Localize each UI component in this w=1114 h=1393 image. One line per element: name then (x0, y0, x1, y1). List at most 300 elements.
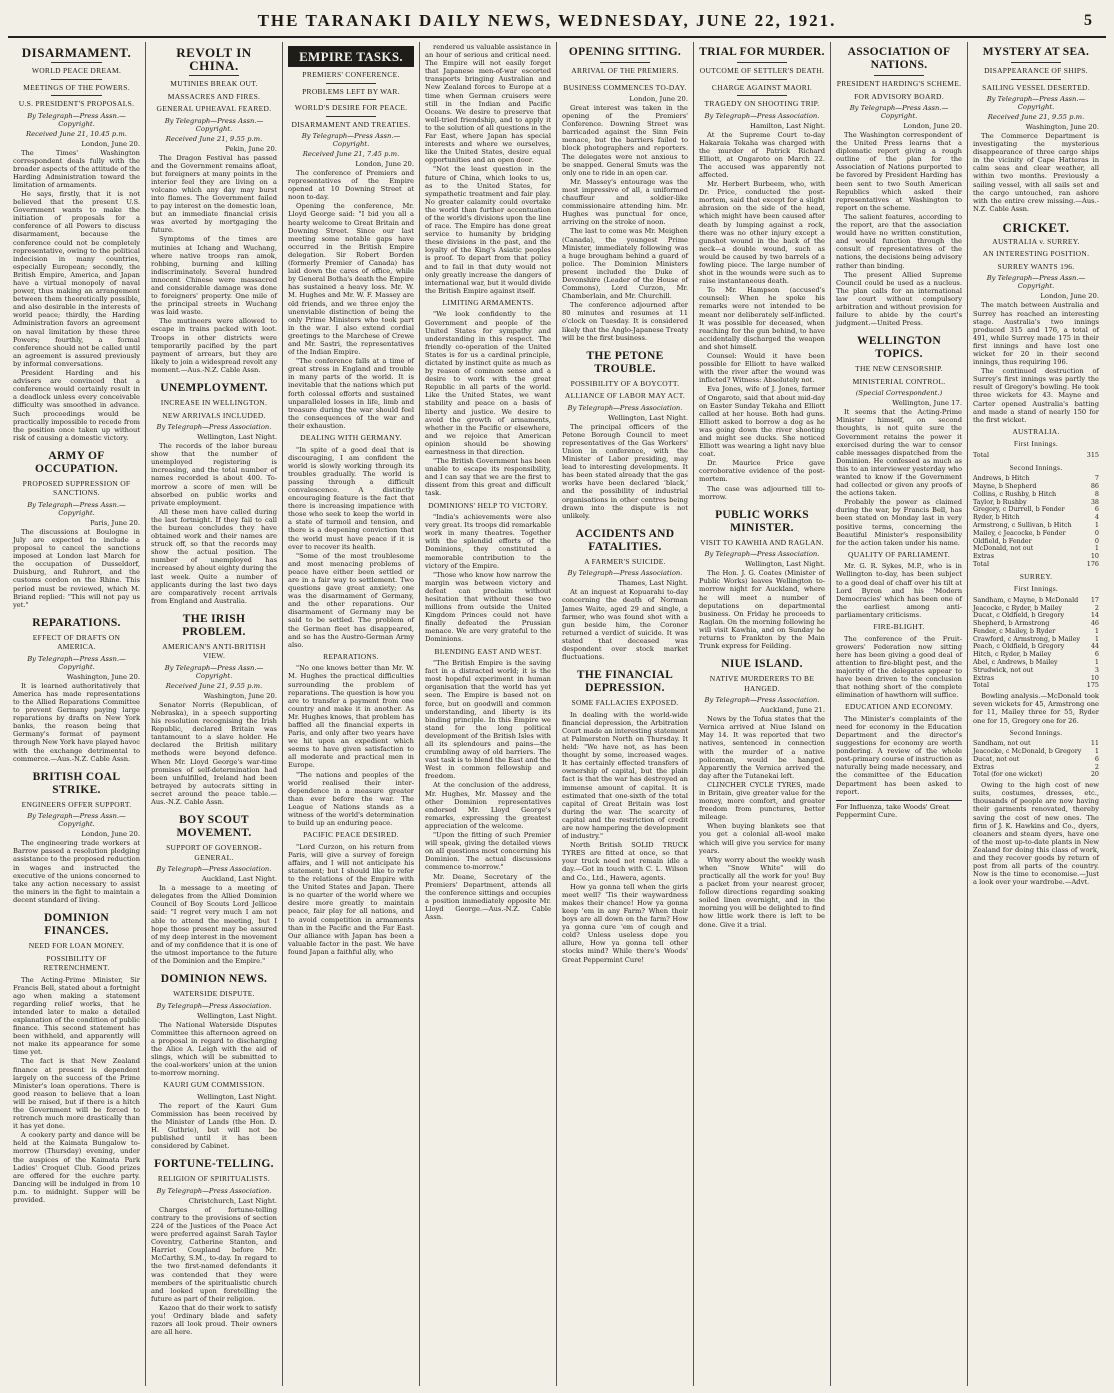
paragraph: The match between Australia and Surrey has reached an interesting stage. Australia's two innings produced 315 and 176, a total of 491, while Surrey made 175 in their first innings and have lost one wicket for 20 in their second innings, thus requiring 196. (973, 301, 1099, 367)
byline: By Telegraph—Press Assn.—Copyright. (986, 274, 1086, 291)
paragraph: "The British Empire is the saving fact in a distracted world; it is the most hopeful experiment in human organisation that the world has yet seen. The Empire is based not on force, but on goodwill and common understanding, and liberty is its binding principle. In this Empire we stand for the long political development of the British Isles with all its splendours and pains—the crumbling away of old barriers. The vast task is to blend the East and the West in common fellowship and freedom. (425, 659, 551, 781)
batsman: Gregory, c Durrell, b Fender (973, 505, 1065, 514)
paragraph: rendered us valuable assistance in an hour of serious and critical need. The Empire will not easily forget that Japanese men-of-war escorted transports bringing Australian and New Zealand forces to Europe at a time when German cruisers were still in the Indian and Pacific Oceans. We desire to preserve that well-tried friendship, and to apply it to the solution of all questions in the Far East, where Japan has special interests and where we ourselves, like the United States, desire equal opportunities and an open door. (425, 43, 551, 165)
batsman: Hitch, c Ryder, b Mailey (973, 650, 1052, 659)
story-wellington-topics (836, 335, 962, 818)
subhead: PROPOSED SUPPRESSION OF SANCTIONS. (22, 478, 131, 498)
runs: 6 (1094, 650, 1099, 659)
column-2 (145, 42, 282, 1386)
byline: By Telegraph—Press Association. (704, 111, 820, 120)
runs: 14 (1090, 611, 1099, 620)
subhead: FIRE-BLIGHT. (873, 622, 925, 631)
subhead: MEETINGS OF THE POWERS. (23, 82, 130, 92)
subhead: MINISTERIAL CONTROL. (852, 376, 946, 386)
byline: By Telegraph—Press Assn.—Copyright. (301, 132, 401, 148)
subhead: BUSINESS COMMENCES TO-DAY. (563, 82, 687, 92)
subhead: QUALITY OF PARLIAMENT. (848, 549, 950, 559)
subhead: NEW ARRIVALS INCLUDED. (162, 410, 266, 420)
subhead: PRESIDENT HARDING'S SCHEME. (836, 79, 962, 88)
masthead-title: THE TARANAKI DAILY NEWS, WEDNESDAY, JUNE 22, 1921. (257, 11, 837, 30)
story-boy-scouts (151, 814, 277, 965)
scorecard-subheading: First Innings. (1013, 584, 1059, 594)
divider (326, 83, 376, 84)
paragraph: The Times' Washington correspondent deals fully with the broader aspects of the attitude of the Harding Administration toward the limitation of armaments. (13, 148, 140, 189)
subhead: EFFECT OF DRAFTS ON AMERICA. (32, 632, 121, 652)
paragraph: "The British Government has been unable to escape its responsibility, and I can say that we are the first to dissent from this great and difficult task. (425, 457, 551, 498)
byline: By Telegraph—Press Assn.—Copyright. (27, 812, 126, 829)
byline: By Telegraph—Press Assn.—Copyright. (27, 500, 126, 517)
total-row (973, 771, 1099, 779)
story-unemployment (151, 382, 277, 605)
byline: By Telegraph—Press Assn.—Copyright. (164, 116, 264, 133)
paragraph: Charges of fortune-telling contrary to the provisions of section 224 of the Justices of the Peace Act were preferred against Sarah Taylor Coventry, Catherine Stanton, and Harriet Coupland before Mr. McCarthy, S.M., to-day. In regard to the two first-named defendants it was contended that they were members of the spiritualistic church and looked upon foretelling the future as part of their religion. (151, 1205, 277, 1303)
paragraph: Senator Norris (Republican, of Nebraska), in a speech supporting his resolution recognising the Irish Republic, declared Britain was tantamount to a slave holder. He declared the British military methods were beyond defence. When Mr. Lloyd George's war-time promises of self-determination had been unfulfilled, Ireland had been betrayed by autocrats sitting in secret around the peace table.—Aus.-N.Z. Cable Assn. (151, 700, 277, 807)
batsman: Strudwick, not out (973, 665, 1034, 674)
headline: DISARMAMENT. (21, 45, 132, 60)
subhead: ALLIANCE OF LABOR MAY ACT. (564, 391, 686, 401)
paragraph: The Acting-Prime Minister, Sir Francis Bell, stated about a fortnight ago when making a statement regarding relief works, that he intended later to make a detailed explanation of the condition of public finance. This second statement has been withheld, and apparently will not make its appearance for some time yet. (13, 975, 140, 1057)
paragraph: "In spite of a good deal that is discouraging, I am confident the world is slowly working through its troubles gradually. The world is passing through a difficult convalescence. A distinctly encouraging feature is the fact that there is increasing impatience with those who seek to keep the world in a state of turmoil and tension, and there is a deepening conviction that the world must have peace if it is ever to recover its health. (288, 445, 414, 551)
byline: By Telegraph—Press Association. (156, 865, 272, 874)
paragraph: "India's achievements were also very great. Its troops did remarkable work in many theatres. Together with the splendid efforts of the Dominions, they constituted a memorable contribution to the victory of the Empire. (425, 513, 551, 570)
story-petone-trouble (562, 350, 688, 520)
divider (1011, 62, 1061, 63)
batsman: Sandham, not out (973, 739, 1031, 748)
story-revolt-in-china (151, 46, 277, 374)
runs: 2 (1094, 603, 1099, 612)
subhead: ARRIVAL OF THE PREMIERS. (571, 66, 679, 75)
paragraph: The records of the labor bureau show that the number of unemployed registering is increasing, and the total number of names recorded is about 400. To-morrow a score of men will be absorbed on public works and private employment. (151, 442, 277, 507)
scorecard-subheading: Second Innings. (1009, 462, 1063, 472)
byline: By Telegraph—Press Association. (156, 1001, 272, 1010)
subhead: WORLD PEACE DREAM. (31, 66, 122, 75)
total-label: Total (973, 559, 990, 568)
batsman: Extras (973, 762, 994, 771)
batsman: Abel, c Andrews, b Mailey (973, 658, 1058, 667)
batsman: Sandham, c Mayne, b McDonald (973, 595, 1079, 604)
divider (600, 62, 650, 63)
headline: WELLINGTON TOPICS. (857, 335, 941, 361)
dateline: Wellington, Last Night. (197, 1011, 277, 1020)
story-empire-tasks (288, 46, 414, 956)
batsman: Mailey, c Jeacocke, b Fender (973, 528, 1066, 537)
subhead: SUPPORT OF GOVERNOR-GENERAL. (166, 843, 262, 862)
paragraph: "Not the least question in the future of China, which looks to us, as to the United States, for sympathetic treatment and fair play. No greater calamity could overtake the world than further accentuation of the world's divisions upon the line of race. The Empire has done great service to humanity by bridging these divisions in the past, and the loyalty of the King's Asiatic peoples is proof. To depart from that policy and to fail in that duty would not only greatly increase the dangers of international war, but it would divide the British Empire against itself. (425, 165, 551, 295)
masthead (8, 6, 1106, 38)
paragraph: At the conclusion of the address, Mr. Hughes, Mr. Massey and the other Dominion representatives endorsed Mr. Lloyd George's remarks, expressing the greatest appreciation of the welcome. (425, 781, 551, 830)
dateline: Wellington, June 17. (892, 399, 962, 408)
runs: 0 (1094, 536, 1099, 545)
batsman: Jeacocke, c McDonald, b Gregory (973, 746, 1082, 755)
received-line: Received June 21, 7.45 p.m. (302, 150, 400, 158)
batsman: Taylor, b Rushby (973, 497, 1027, 506)
subhead: DEALING WITH GERMANY. (300, 433, 402, 442)
paragraph: "We look confidently to the Government and people of the United States for sympathy and understanding in this respect. The friendly co-operation of the United States is for us a cardinal principle, dictated by instinct quite as much as by reason of common sense and a desire to work with the great Republic in all parts of the world. Like the United States, we want stability and peace on a basis of liberty and justice. We desire to avoid the growth of armaments, whether in the Pacific or elsewhere, and we rejoice that American opinion should be showing earnestness in that direction. (425, 310, 551, 456)
story-trial-for-murder (699, 46, 825, 501)
paragraph: A cookery party and dance will be held at the Kaimata Bungalow to-morrow (Thursday) evening, under the auspices of the Kaimata Park Ladies' Croquet Club. Good prizes are offered for the euchre party. Dancing will be indulged in from 10 p.m. to midnight. Supper will be provided. (13, 1131, 140, 1205)
runs: 6 (1094, 505, 1099, 514)
divider (1011, 79, 1061, 80)
headline: FORTUNE-TELLING. (154, 1158, 274, 1171)
paragraph: In dealing with the world-wide financial depression, the Arbitration Court made an interesting statement at Palmerston North on Thursday. It held: "We have not, as has been thought by some, increased wages. It has certainly effected transfers of ownership of capital, but the plain fact is that the war has destroyed an immense amount of capital. It is estimated that one-sixth of the total capital of Great Britain was lost during the war. The scarcity of capital and the restriction of credit are now hampering the development of industry." (562, 710, 688, 841)
headline: MYSTERY AT SEA. (982, 46, 1090, 58)
paragraph: The Hon. J. G. Coates (Minister of Public Works) leaves Wellington to-morrow night for Auckland, where he will meet a number of deputations on departmental business. On Friday he proceeds to Raglan. On the morning following he will visit Kawhia, and on Sunday he returns to Frankton by the Main Trunk express for Feilding. (699, 569, 825, 651)
byline: By Telegraph—Press Association. (704, 696, 820, 705)
byline: By Telegraph—Press Assn.—Copyright. (164, 663, 264, 680)
paragraph: Owing to the high cost of new suits, costumes, dresses, etc., thousands of people are now having their garments renovated, thereby saving the cost of new ones. The firm of J. K. Hawkins and Co., dyers, cleaners and steam dyers, have one of the most up-to-date plants in New Zealand for doing this class of work, and they recover goods by return of post from all parts of the country. Now is the time to economise.—Just a look over your wardrobe.—Advt. (973, 781, 1099, 887)
divider (874, 75, 924, 76)
paragraph: "Those who know how narrow the margin was between victory and defeat can proclaim without hesitation that without these two millions from outside the United Kingdom Princes could not have finally defeated the Prussian menace. We are very grateful to the Dominions. (425, 570, 551, 644)
byline: By Telegraph—Press Association. (567, 403, 683, 412)
dateline: Wellington, Last Night. (197, 433, 277, 442)
divider (51, 62, 102, 63)
subhead: PROBLEMS LEFT BY WAR. (302, 86, 400, 96)
divider (326, 116, 376, 117)
newspaper-page (8, 6, 1106, 1386)
column-1 (8, 42, 145, 1386)
subhead: NEED FOR LOAN MONEY. (28, 941, 125, 950)
paragraph: The principal officers of the Petone Borough Council to meet representatives of the Gas Workers' Union in conference, with the Minister of Labor presiding, may lead to interesting developments. It has been stated already that the gas works have been declared 'black,' and the possibility of industrial organisations in other centres being drawn into the dispute is not unlikely. (562, 422, 688, 520)
page-number: 5 (1084, 12, 1092, 29)
paragraph: Mr. Massey's entourage was the most impressive of all, a uniformed chauffeur and soldier-like commissionaire attending him. Mr. Hughes was punctual for once, arriving on the stroke of noon. (562, 177, 688, 227)
story-empire-tasks-continued (425, 43, 551, 921)
headline: THE FINANCIAL DEPRESSION. (576, 669, 674, 695)
headline: PUBLIC WORKS MINISTER. (715, 508, 809, 534)
column-6 (693, 42, 830, 1386)
divider (51, 95, 102, 96)
subhead: POSSIBILITY OF RETRENCHMENT. (43, 953, 110, 972)
headline: CRICKET. (1002, 219, 1070, 235)
paragraph: President Harding and his advisers are convinced that a conference would certainly result in a deadlock unless every conceivable difficulty was smoothed in advance. Such proceedings would be practically impossible to recede from the position once taken up without risk of causing a domestic victory. (13, 369, 140, 442)
paragraph: Bowling analysis.—McDonald took seven wickets for 45, Armstrong one for 11, Mailey three for 55, Ryder one for 15, Gregory one for 26. (973, 692, 1099, 725)
story-public-works (699, 509, 825, 650)
dateline: Washington, June 20. (1025, 123, 1099, 131)
dateline: Wellington, Last Night. (745, 560, 825, 569)
story-army-of-occupation (13, 450, 140, 609)
batsman: Crawford, c Armstrong, b Mailey (973, 634, 1080, 643)
story-reparations (13, 617, 140, 763)
received-line: Received June 21, 9.55 p.m. (165, 134, 263, 143)
dateline: Hamilton, Last Night. (750, 121, 825, 130)
paragraph: "Lord Curzon, on his return from Paris, will give a survey of foreign affairs, and I will not anticipate his statement; but I should like to refer to the relations of the Empire with the United States and Japan. There is no quarter of the world where we desire more greatly to maintain peace, fair play for all nations, and to avoid competition in armaments than in the Pacific and the Far East. Our alliance with Japan has been a valuable factor in the past. We have found Japan a faithful ally, who (288, 842, 414, 956)
paragraph: The mutineers were allowed to escape in trains packed with loot. Troops in other districts were temporarily pacified by the part payment of arrears, but they are likely to join a widespread revolt any moment.—Aus.-N.Z. Cable Assn. (151, 317, 277, 374)
paragraph: The continued destruction of Surrey's first innings was partly the result of Gregory's bowling. He took three wickets for 43. Mayne and Carter opened Australia's batting and made a stand of nearly 150 for the first wicket. (973, 367, 1099, 424)
paragraph: Mr. Herbert Burbeem, who, with Dr. Price, conducted the post-mortem, said that except for a slight abrasion on the side of the head, which might have been caused after death by lumping against a rock, there was no other injury except a gunshot wound in the back of the neck—a double wound, such as would be caused by two barrels of a fowling piece. The large number of shot in the wounds were such as to raise instantaneous death. (699, 180, 825, 286)
scorecard-surrey-first (973, 597, 1099, 691)
batsman: Extras (973, 673, 994, 682)
headline: DOMINION FINANCES. (43, 912, 109, 937)
headline: OPENING SITTING. (568, 46, 682, 58)
scorecard-subheading: Second Innings. (1009, 727, 1063, 737)
total-value: 315 (1086, 450, 1099, 459)
subhead: RELIGION OF SPIRITUALISTS. (157, 1174, 271, 1184)
story-mystery-at-sea (973, 46, 1099, 213)
column-7 (830, 42, 967, 1386)
batsman: Ryder, b Hitch (973, 513, 1020, 522)
dateline: Auckland, June 21. (760, 706, 825, 715)
headline: ASSOCIATION OF NATIONS. (847, 46, 951, 71)
story-cricket (973, 221, 1099, 886)
batsman: Fender, c Mailey, b Ryder (973, 626, 1056, 635)
dateline: Washington, June 20. (66, 672, 140, 681)
divider (51, 79, 102, 80)
subhead: DISAPPEARANCE OF SHIPS. (984, 66, 1088, 75)
paragraph: The conference of the Fruit-growers' Federation now sitting here has been giving a good deal of attention to fire-blight pest, and the majority of the delegates appear to have been driven to the conclusion that nothing short of the complete elimination of hawthorn will suffice. (836, 634, 962, 700)
scorecard-total (973, 452, 1099, 460)
batsman: Ducat, c Oldfield, b Gregory (973, 611, 1065, 620)
subhead: MUTINIES BREAK OUT. (170, 79, 258, 88)
runs: 1 (1094, 626, 1099, 635)
byline: By Telegraph—Press Assn.—Copyright. (849, 104, 949, 120)
subhead: THE NEW CENSORSHIP. (855, 364, 943, 374)
dateline: Wellington, Last Night. (608, 413, 688, 422)
subhead: INCREASE IN WELLINGTON. (160, 398, 268, 408)
paragraph: North British SOLID TRUCK TYRES are fitted at once, so that your truck need not remain idle a day.—Got in touch with C. L. Wilson and Co., Ltd., Hawera, agents. (562, 841, 688, 882)
score-row (973, 675, 1099, 683)
paragraph: The report of the Kauri Gum Commission has been received by the Minister of Lands (the Hon. D. H. Guthrie), but will not be published until it has been considered by Cabinet. (151, 1101, 277, 1151)
paragraph: The Washington correspondent of the United Press learns that a diplomatic report giving a rough outline of the plan for the Association of Nations purported to be favored by President Harding has been sent to two South American Republics which asked their representatives at Washington to report on the scheme. (836, 131, 962, 212)
paragraph: "The conference falls at a time of great stress in England and trouble in many parts of the world. It is inevitable that the nations which put forth colossal efforts and sustained unparalleled losses in life, limb and treasure during the war should feel the consequences of the war and their exhaustion. (288, 357, 414, 430)
total-value: 175 (1086, 681, 1099, 690)
subhead: EDUCATION AND ECONOMY. (845, 702, 953, 712)
batsman: Ducat, not out (973, 754, 1020, 763)
runs: 1 (1094, 634, 1099, 643)
scorecard-surrey-second (973, 740, 1099, 779)
runs: 10 (1090, 552, 1099, 561)
byline: By Telegraph—Press Assn.—Copyright. (27, 111, 126, 128)
received-line: Received June 21, 10.45 p.m. (26, 129, 127, 138)
story-disarmament (13, 46, 140, 442)
headline: BOY SCOUT MOVEMENT. (176, 814, 252, 840)
paragraph: The Commerce Department is investigating the mysterious disappearance of three cargo ships in the vicinity of Cape Hatteras in calm seas and clear weather, all within two months. Previously a sailing vessel, with all sails set and the cargo untouched, ran ashore with the entire crew missing.—Aus.-N.Z. Cable Assn. (973, 132, 1099, 213)
subhead: NATIVE MURDERERS TO BE HANGED. (709, 674, 815, 693)
runs: 3 (1094, 665, 1099, 674)
divider (326, 99, 376, 100)
batsman: Andrews, b Hitch (973, 474, 1030, 483)
paragraph: At an inquest at Kopuarahi to-day concerning the death of Norman James Waite, aged 29 and single, a farmer, who was found shot with a gun beside him, the Coroner returned a verdict of suicide. It was stated that deceased was despondent over stock market fluctuations. (562, 588, 688, 662)
total-value: 176 (1086, 559, 1099, 568)
story-niue-island (699, 658, 825, 928)
paragraph: In a message to a meeting of delegates from the Allied Dominion Council of Boy Scouts Lord Jellicoe said: "I regret very much I am not able to attend the meeting, but I hope those present may be assured of my deep interest in the movement and of my confidence that it is one of the utmost importance to the future of the Dominion and the Empire." (151, 884, 277, 965)
runs: 10 (1090, 673, 1099, 682)
subhead: AN INTERESTING POSITION. (982, 249, 1090, 259)
runs: 0 (1094, 528, 1099, 537)
batsman: Armstrong, c Sullivan, b Hitch (973, 520, 1072, 529)
scorecard-australia-second (973, 475, 1099, 569)
columns (8, 42, 1106, 1386)
dateline: Paris, June 20. (89, 518, 140, 527)
runs: 86 (1090, 481, 1099, 490)
dateline: Auckland, Last Night. (201, 875, 277, 884)
paragraph: Symptoms of the times are mutinies at Ichang and Wuchang, where native troops ran amok, robbing, burning and killing indiscriminately. Several hundred innocent Chinese were massacred and considerable damage was done to foreigners' property. One mile of the principal streets in Wuchang was laid waste. (151, 235, 277, 317)
total-label: Total (973, 450, 990, 459)
subhead: SURREY WANTS 196. (997, 261, 1075, 271)
runs: 4 (1094, 513, 1099, 522)
column-5 (556, 42, 693, 1386)
subhead: OUTCOME OF SETTLER'S DEATH. (699, 66, 825, 75)
story-financial-depression (562, 669, 688, 963)
runs: 8 (1094, 489, 1099, 498)
paragraph: He says, firstly, that it is not believed that the present U.S. Government wants to make the initiation of proposals for a conference of all Powers to discuss disarmament, because the conference could not be completely representative, owing to the political indecision in many countries, especially European; secondly, the British Empire, America, and Japan have a virtual monopoly of naval power, thus making an arrangement between them theoretically possible, and also desirable in the interests of world peace; thirdly, the Harding Administration favors an agreement on naval limitation by these three Powers; fourthly, a formal conference should not be called until an agreement is assured previously by informal conversations. (13, 189, 140, 368)
batsman: Collins, c Rushby, b Hitch (973, 489, 1057, 498)
subhead: VISIT TO KAWHIA AND RAGLAN. (700, 537, 824, 547)
paragraph: "Some of the most troublesome and most menacing problems of peace have either been settled or are in a fair way to settlement. Two questions gave great anxiety; one was the disarmament of Germany, and the other reparations. Our disarmament of Germany may be said to be settled. The problem of the German fleet has disappeared, and so has the Austro-German Army also. (288, 551, 414, 649)
subhead: SAILING VESSEL DESERTED. (982, 82, 1090, 92)
scorecard-heading: SURREY. (1019, 571, 1053, 581)
headline: REPARATIONS. (32, 616, 121, 629)
paragraph: Kazoo that do their work to satisfy you! Ordinary blade and safety razors all look proud. Their owners are all here. (151, 1303, 277, 1337)
dateline: London, June 20. (355, 160, 414, 168)
runs: 7 (1094, 474, 1099, 483)
scorecard-subheading: First Innings. (1013, 439, 1059, 449)
headline: ARMY OF OCCUPATION. (34, 449, 119, 475)
runs: 38 (1090, 497, 1099, 506)
story-association-of-nations (836, 46, 962, 327)
paragraph: How ya gonna tell when the girls meet well? 'Tis their waywardness makes their chance! How ya gonna keep 'em in any Farm? When their boys are all down on the farm? How ya gonna cure 'em of cough and cold? Unless useless dope you allure, How ya gonna tell other stocks mind? While there's Woods' Great Peppermint Cure! (562, 882, 688, 964)
headline: UNEMPLOYMENT. (160, 382, 268, 395)
paragraph: The salient features, according to the report, are that the association would have no written constitution, and would function through the consult of representatives of the nations, the decisions being advisory rather than binding. (836, 212, 962, 270)
byline: By Telegraph—Press Association. (567, 569, 683, 578)
paragraph: News by the Tofua states that the Vernica arrived at Niue Island on May 14. It was reported that two natives, sentenced in connection with the murder of a native policeman, would be hanged. Apparently the Vernica arrived the day after the Tutanekai left. (699, 715, 825, 780)
paragraph: Great interest was taken in the opening of the Premiers' Conference. Downing Street was barricaded against the Sinn Fein menace, but the barriers failed to block photographers and reporters. The delegates were not anxious to be snapped. General Smuts was the only one to ride in an open car. (562, 104, 688, 177)
runs: 1 (1094, 520, 1099, 529)
paragraph: The last to come was Mr. Meighen (Canada), the youngest Prime Minister, immediately following was a huge brougham behind a guard of police. The Dominion Ministers present included the Duke of Devonshire (Leader of the House of Commons), Lord Curzon, Mr. Chamberlain, and Mr. Churchill. (562, 227, 688, 301)
runs: 11 (1090, 739, 1099, 748)
column-3 (282, 42, 419, 1386)
received-line: Received June 21, 9.55 p.m. (165, 681, 263, 690)
paragraph: The conference adjourned after 80 minutes and resumes at 11 o'clock on Tuesday. It is considered likely that the Anglo-Japanese Treaty will be the first business. (562, 301, 688, 342)
subhead: CHARGE AGAINST MAORI. (711, 82, 813, 92)
paragraph: The discussions at Boulogne in July are expected to include a proposal to cancel the sanctions imposed at London last March for the occupation of Dusseldorf, Duisburg, and Ruhrort, and the customs cordon on the Rhine. This period must be reviewed, which M. Briand replied: "This will not pay us yet." (13, 527, 140, 609)
paragraph: The Dragon Festival has passed and the Government remains afloat, but foreigners at many points in the interior feel they are living on a volcano which any day may burst into flames. The Government failed to pay interest on the domestic loan, but an immediate financial crisis was averted by mortgaging the future. (151, 153, 277, 235)
paragraph: The National Waterside Disputes Committee this afternoon agreed on a proposal in regard to discharging the Alice A. Leigh with the aid of slings, which will be submitted to the coal-workers' union at the union to-morrow morning. (151, 1020, 277, 1078)
headline: REVOLT IN CHINA. (176, 45, 252, 73)
story-fortune-telling (151, 1158, 277, 1336)
subhead: MASSACRES AND FIRES. (167, 91, 261, 101)
divider (737, 95, 787, 96)
headline: ACCIDENTS AND FATALITIES. (575, 527, 675, 553)
headline: DOMINION NEWS. (160, 973, 268, 986)
received-line: Received June 21, 9.55 p.m. (987, 113, 1085, 121)
subhead: AMERICAN'S ANTI-BRITISH VIEW. (162, 641, 266, 661)
divider (737, 79, 787, 80)
dateline: Pekin, June 20. (225, 144, 277, 153)
paragraph: At the Supreme Court to-day Hakaraia Tekaha was charged with the murder of Patrick Richard Elliott, at Ongaroto on March 22. The accused was apparently not affected. (699, 130, 825, 179)
subhead: DISARMAMENT AND TREATIES. (291, 119, 411, 129)
subhead: TRAGEDY ON SHOOTING TRIP. (704, 99, 820, 108)
headline: TRIAL FOR MURDER. (699, 46, 825, 58)
column-4 (419, 42, 556, 1386)
paragraph: Dr. Maurice Price gave corroborative evidence of the post-mortem. (699, 459, 825, 484)
batsman: Mayne, b Shepherd (973, 481, 1037, 490)
batsman: Shepherd, b Armstrong (973, 619, 1050, 628)
total-label: Total (973, 681, 990, 690)
runs: 2 (1094, 762, 1099, 771)
paragraph: When buying blankets see that you get a colonial all-wool make which will give you service for many years. (699, 822, 825, 855)
story-accidents (562, 528, 688, 661)
divider (600, 79, 650, 80)
total-row (973, 561, 1099, 569)
column-8 (967, 42, 1104, 1386)
divider (189, 75, 239, 76)
byline: By Telegraph—Press Association. (156, 423, 272, 432)
paragraph: Eva Jones, wife of J. Jones, farmer of Ongaroto, said that about mid-day on Easter Sunday Tekaha and Elliott called at her house. Both had guns. Elliott asked to borrow a dog as he was going down the river shooting and might see ducks. She noticed Elliott was wearing a light navy blue coat. (699, 385, 825, 459)
runs: 1 (1094, 746, 1099, 755)
paragraph: The case was adjourned till to-morrow. (699, 484, 825, 501)
story-opening-sitting (562, 46, 688, 342)
headline: THE IRISH PROBLEM. (182, 612, 246, 638)
paragraph: Why worry about the weekly wash when "Snow White" will do practically all the work for you! Buy a packet from your nearest grocer, follow directions regarding soaking soiled linen overnight, and in the morning you will be delighted to find how little work there is left to be done. Give it a trial. (699, 855, 825, 929)
subhead: FOR ADVISORY BOARD. (854, 91, 944, 101)
subhead: U.S. PRESIDENT'S PROPOSALS. (18, 99, 135, 108)
dateline: Washington, June 20. (203, 691, 277, 700)
runs: 46 (1090, 619, 1099, 628)
byline: By Telegraph—Press Association. (704, 550, 820, 559)
subhead: AUSTRALIA v. SURREY. (992, 236, 1080, 246)
scorecard-heading: AUSTRALIA. (1012, 426, 1060, 436)
headline: NIUE ISLAND. (721, 658, 803, 671)
batsman: Extras (973, 552, 994, 561)
paragraph: CLINCHER CYCLE TYRES, made in Britain, give greater value for the money, more comfort, and greater freedom from punctures, better mileage. (699, 780, 825, 822)
subhead: PREMIERS' CONFERENCE. (302, 70, 400, 79)
paragraph: Mr. G. R. Sykes, M.P., who is in Wellington to-day, has been subject to a good deal of chaff over his tilt at Lord Byron and his 'Modern Democracies' which has been one of the earliest among anti-parliamentary criticisms. (836, 562, 962, 619)
paragraph: The conference of Premiers and representatives of the Empire opened at 10 Downing Street at noon to-day. (288, 169, 414, 202)
dateline: London, June 20. (81, 830, 140, 839)
runs: 1 (1094, 658, 1099, 667)
byline: By Telegraph—Press Association. (156, 1186, 272, 1195)
batsman: McDonald, not out (973, 544, 1034, 553)
paragraph: Mr. Deane, Secretary of the Premiers' Department, attends all the conference sittings and occupies a position immediately opposite Mr. Lloyd George.—Aus.-N.Z. Cable Assn. (425, 872, 551, 921)
total-row (973, 452, 1099, 460)
subhead: A FARMER'S SUICIDE. (584, 556, 666, 566)
subhead: POSSIBILITY OF A BOYCOTT. (570, 378, 680, 388)
paragraph: "Upon the fitting of such Premier will speak, giving the detailed views on all questions most concerning his Dominion. The actual discussions commence to-morrow." (425, 831, 551, 872)
story-irish-problem (151, 613, 277, 806)
headline: BRITISH COAL STRIKE. (32, 770, 121, 796)
paragraph: The Minister's complaints of the need for economy in the Education Department and the director's suggestions for economy are worth pondering. A review of the whole post-primary course of instruction as naturally being made necessary, and the committee of the Education Department has been asked to report. (836, 714, 962, 796)
divider (737, 62, 787, 63)
batsman: Oldfield, b Fender (973, 536, 1032, 545)
subhead: DOMINIONS' HELP TO VICTORY. (428, 500, 548, 510)
total-row (973, 682, 1099, 690)
byline: By Telegraph—Press Assn.—Copyright. (986, 95, 1086, 111)
paragraph: Opening the conference, Mr. Lloyd George said: "I bid you all a hearty welcome to Great Britain and Downing Street. Since our last meeting some notable gaps have occurred in the British Empire delegation. Sir Robert Borden (formerly Premier of Canada) has laid down the cares of office, while by General Botha's death the Empire has sustained a heavy loss. Mr. W. M. Hughes and Mr. W. F. Massey are old friends, and we three enjoy the unenviable distinction of being the only Prime Ministers who took part in the war. I also extend cordial greetings to the Marchese of Crewe and Mr. Sastri, the representatives of the Indian Empire. (288, 202, 414, 357)
paragraph: All these men have called during the last fortnight. If they fail to call the bureau concludes they have obtained work and their names are struck off, so that the records may show the actual position. The number of unemployed has increased by about eighty during the last week. Quite a number of applicants during the last two days are comparatively recent arrivals from England and Australia. (151, 507, 277, 605)
total-label: Total (for one wicket) (973, 770, 1043, 779)
subhead: WATERSIDE DISPUTE. (173, 989, 255, 999)
subhead: WORLD'S DESIRE FOR PEACE. (294, 103, 408, 112)
runs: 1 (1094, 544, 1099, 553)
score-row (973, 553, 1099, 561)
byline: (Special Correspondent.) (855, 389, 943, 398)
subhead: KAURI GUM COMMISSION. (163, 1080, 265, 1090)
runs: 6 (1094, 754, 1099, 763)
paragraph: Probably the power as claimed during the war, by Francis Bell, has been stated on Monday last in very positive terms, concerning the Beautiful Minister's responsibility for the action taken under his name. (836, 498, 962, 547)
total-value: 20 (1090, 770, 1099, 779)
batsman: Peach, c Oldfield, b Gregory (973, 642, 1065, 651)
headline: THE PETONE TROUBLE. (586, 349, 664, 375)
paragraph: The fact is that New Zealand finance at present is dependent largely on the success of the Prime Minister's loan operations. There is good reason to believe that a loan will be raised, but if there is a hitch the Government will be forced to retrench much more drastically than it has yet done. (13, 1057, 140, 1131)
dateline: London, June 20. (903, 122, 962, 130)
subhead: GENERAL UPHEAVAL FEARED. (156, 104, 272, 113)
paragraph: It seems that the Acting-Prime Minister himself, on second thoughts, is not quite sure the Government retains the power it exercised during the war to censor cable messages dispatched from the Dominion. He confessed as much as this to an interviewer yesterday who wanted to know if the Government had collected or given any proofs of the actions taken. (836, 408, 962, 498)
paragraph: The present Allied Supreme Council could be used as a nucleus. The plan calls for an international law court without compulsory arbitration and without provision for failure to abide by the court's judgment.—United Press. (836, 270, 962, 328)
paragraph: It is learned authoritatively that America has made representations to the Allied Reparations Committee to prevent Germany paying large reparations by drafts on New York banks, the reason being that Germany's format of payment through New York have played havoc with the exchange detrimental to commerce.—Aus.-N.Z. Cable Assn. (13, 681, 140, 763)
advertisement: For Influenza, take Woods' Great Peppermint Cure. (836, 800, 962, 819)
subhead: PACIFIC PEACE DESIRED. (303, 830, 399, 840)
subhead: BLENDING EAST AND WEST. (434, 646, 542, 656)
dateline: Thames, Last Night. (618, 579, 688, 588)
